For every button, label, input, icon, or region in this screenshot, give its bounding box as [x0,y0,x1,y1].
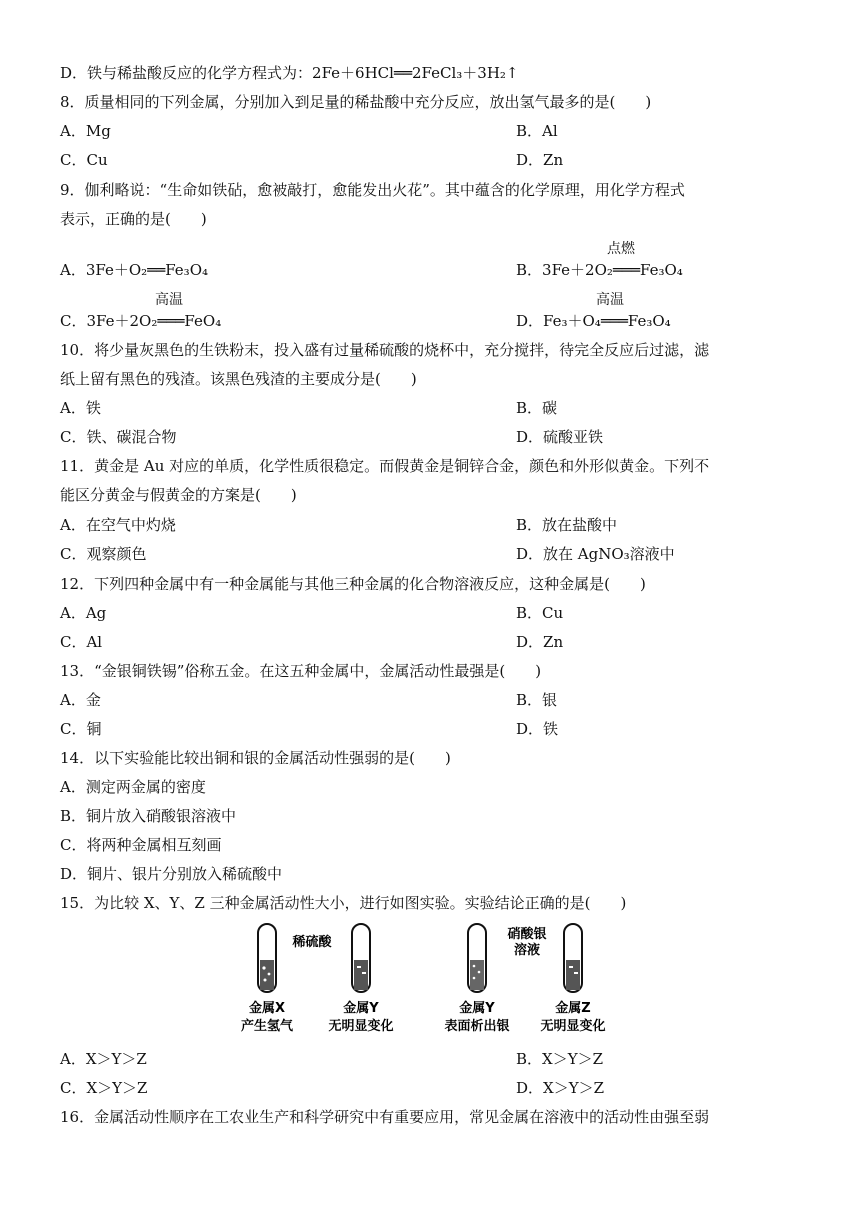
q8-option-c: C．Cu [60,151,108,169]
q9-option-c-condition: 高温 [155,292,183,308]
q14-option-a: A．测定两金属的密度 [60,778,206,796]
q9-stem-line2: 表示，正确的是( ) [60,210,207,228]
q10-stem-line1: 10．将少量灰黑色的生铁粉末，投入盛有过量稀硫酸的烧杯中，充分搅拌，待完全反应后过滤，滤 [60,341,710,359]
q15-stem: 15．为比较 X、Y、Z 三种金属活动性大小，进行如图实验。实验结论正确的是( ) [60,894,627,912]
q9-option-a: A．3Fe＋O₂══Fe₃O₄ [60,261,209,279]
q10-stem-line2: 纸上留有黑色的残渣。该黑色残渣的主要成分是( ) [60,370,417,388]
q9-option-b: B．3Fe＋2O₂═══Fe₃O₄ [516,261,683,279]
reagent-label-dilute-sulfuric-acid: 稀硫酸 [292,935,332,950]
q13-option-b: B．银 [516,691,558,709]
q14-option-d: D．铜片、银片分别放入稀硫酸中 [60,865,283,883]
q8-stem: 8．质量相同的下列金属，分别加入到足量的稀盐酸中充分反应，放出氢气最多的是( ) [60,93,652,111]
q10-option-d: D．硫酸亚铁 [516,428,604,446]
q14-option-c: C．将两种金属相互刻画 [60,836,222,854]
q13-option-a: A．金 [60,691,101,709]
q12-stem: 12．下列四种金属中有一种金属能与其他三种金属的化合物溶液反应，这种金属是( ) [60,575,646,593]
q12-option-b: B．Cu [516,604,564,622]
tube3-metal-label: 金属Y [459,1001,495,1016]
q11-option-b: B．放在盐酸中 [516,516,618,534]
q10-option-b: B．碳 [516,399,558,417]
test-tube-3 [468,924,486,992]
q15-option-d: D．X＞Y＞Z [516,1079,605,1097]
test-tube-4 [564,924,582,992]
q9-option-d: D．Fe₃＋O₄═══Fe₃O₄ [516,312,671,330]
q12-option-a: A．Ag [60,604,107,622]
q8-option-d: D．Zn [516,151,564,169]
reagent-label-silver-nitrate-line1: 硝酸银 [507,927,547,942]
tube3-observation: 表面析出银 [444,1019,510,1034]
q14-option-b: B．铜片放入硝酸银溶液中 [60,807,237,825]
q15-option-b: B．X＞Y＞Z [516,1050,604,1068]
q16-stem: 16．金属活动性顺序在工农业生产和科学研究中有重要应用，常见金属在溶液中的活动性由强至弱 [60,1108,710,1126]
q10-option-a: A．铁 [60,399,101,417]
reagent-label-silver-nitrate-line2: 溶液 [513,943,541,958]
tube1-metal-label: 金属X [248,1001,286,1016]
q9-option-b-condition: 点燃 [607,241,635,257]
q13-stem: 13．“金银铜铁锡”俗称五金。在这五种金属中，金属活动性最强是( ) [60,662,542,680]
q14-stem: 14．以下实验能比较出铜和银的金属活动性强弱的是( ) [60,749,451,767]
test-tube-2 [352,924,370,992]
tube4-observation: 无明显变化 [540,1019,606,1034]
q15-option-c: C．X＞Y＞Z [60,1079,148,1097]
q11-option-d: D．放在 AgNO₃溶液中 [516,545,675,563]
test-tube-1 [258,924,276,992]
q12-option-d: D．Zn [516,633,564,651]
q11-stem-line2: 能区分黄金与假黄金的方案是( ) [60,486,297,504]
q7-option-d: D．铁与稀盐酸反应的化学方程式为：2Fe＋6HCl══2FeCl₃＋3H₂↑ [60,64,519,82]
q9-option-d-condition: 高温 [596,292,624,308]
q13-option-c: C．铜 [60,720,102,738]
q15-experiment-figure [240,920,640,1040]
tube4-metal-label: 金属Z [555,1001,591,1016]
q11-option-c: C．观察颜色 [60,545,147,563]
q13-option-d: D．铁 [516,720,559,738]
q10-option-c: C．铁、碳混合物 [60,428,177,446]
q8-option-a: A．Mg [60,122,111,140]
q12-option-c: C．Al [60,633,103,651]
q11-option-a: A．在空气中灼烧 [60,516,176,534]
q11-stem-line1: 11．黄金是 Au 对应的单质，化学性质很稳定。而假黄金是铜锌合金，颜色和外形似黄金。下列不 [60,457,710,475]
q15-option-a: A．X＞Y＞Z [60,1050,147,1068]
q9-stem-line1: 9．伽利略说：“生命如铁砧，愈被敲打，愈能发出火花”。其中蕴含的化学原理，用化学方程式 [60,181,685,199]
tube2-metal-label: 金属Y [343,1001,379,1016]
tube1-observation: 产生氢气 [240,1019,294,1034]
tube2-observation: 无明显变化 [328,1019,394,1034]
q8-option-b: B．Al [516,122,558,140]
q9-option-c: C．3Fe＋2O₂═══FeO₄ [60,312,222,330]
